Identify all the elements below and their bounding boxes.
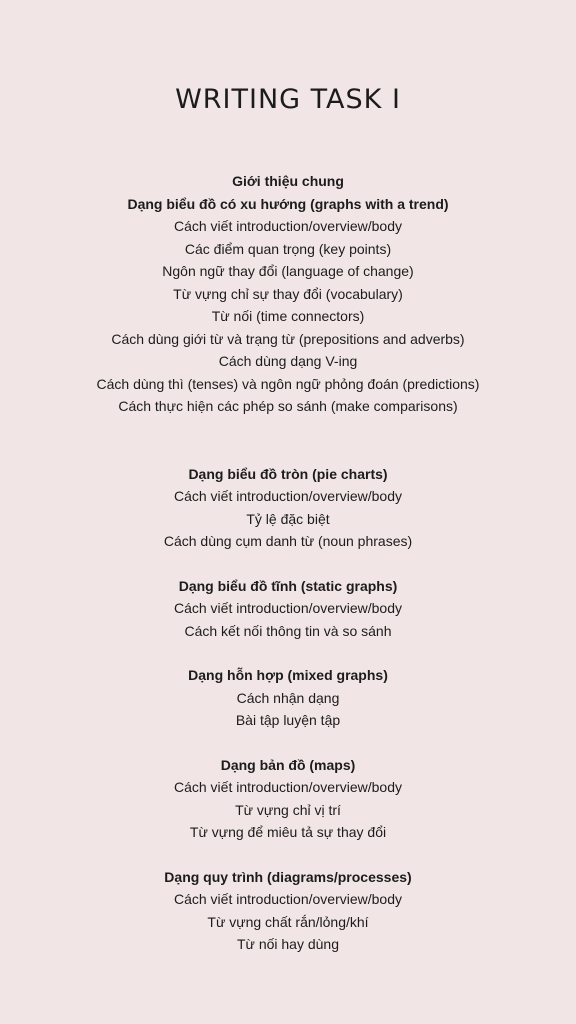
syllabus-section bbox=[0, 463, 576, 553]
section-item: Cách dùng giới từ và trạng từ (prepositions and adverbs) bbox=[111, 330, 465, 347]
section-item: Ngôn ngữ thay đổi (language of change) bbox=[162, 263, 414, 279]
section-item: Từ vựng chỉ vị trí bbox=[235, 801, 341, 818]
section-item: Từ vựng chất rắn/lỏng/khí bbox=[207, 913, 369, 930]
section-heading: Dạng biểu đồ tĩnh (static graphs) bbox=[178, 577, 398, 594]
section-item: Bài tập luyện tập bbox=[235, 712, 341, 728]
section-item: Từ nối hay dùng bbox=[237, 936, 339, 952]
section-item: Từ nối (time connectors) bbox=[211, 308, 365, 324]
syllabus-content bbox=[0, 170, 576, 956]
section-item: Cách nhận dạng bbox=[236, 689, 340, 706]
syllabus-section bbox=[0, 170, 576, 418]
section-heading: Dạng biểu đồ có xu hướng (graphs with a trend) bbox=[127, 195, 449, 212]
section-item: Cách viết introduction/overview/body bbox=[173, 779, 402, 795]
section-item: Cách viết introduction/overview/body bbox=[173, 600, 402, 616]
section-item: Cách viết introduction/overview/body bbox=[173, 488, 402, 504]
section-item: Cách viết introduction/overview/body bbox=[173, 218, 402, 234]
section-heading: Giới thiệu chung bbox=[232, 173, 344, 189]
syllabus-section bbox=[0, 754, 576, 844]
section-item: Từ vựng chỉ sự thay đổi (vocabulary) bbox=[173, 285, 403, 302]
syllabus-section bbox=[0, 866, 576, 956]
section-heading: Dạng bản đồ (maps) bbox=[220, 756, 356, 773]
section-item: Cách viết introduction/overview/body bbox=[173, 891, 402, 907]
page-title: WRITING TASK I bbox=[175, 84, 401, 115]
syllabus-section bbox=[0, 575, 576, 643]
section-heading: Dạng hỗn hợp (mixed graphs) bbox=[188, 667, 388, 683]
section-item: Tỷ lệ đặc biệt bbox=[246, 510, 330, 527]
section-item: Các điểm quan trọng (key points) bbox=[184, 240, 392, 257]
section-heading: Dạng quy trình (diagrams/processes) bbox=[164, 868, 412, 885]
syllabus-section bbox=[0, 664, 576, 732]
section-item: Cách dùng dạng V-ing bbox=[218, 353, 358, 369]
section-item: Từ vựng để miêu tả sự thay đổi bbox=[189, 824, 387, 840]
section-item: Cách dùng thì (tenses) và ngôn ngữ phỏng đoán (predictions) bbox=[96, 375, 480, 392]
section-heading: Dạng biểu đồ tròn (pie charts) bbox=[188, 465, 388, 482]
section-item: Cách kết nối thông tin và so sánh bbox=[184, 622, 392, 639]
section-item: Cách thực hiện các phép so sánh (make comparisons) bbox=[118, 398, 458, 414]
section-item: Cách dùng cụm danh từ (noun phrases) bbox=[163, 533, 413, 549]
